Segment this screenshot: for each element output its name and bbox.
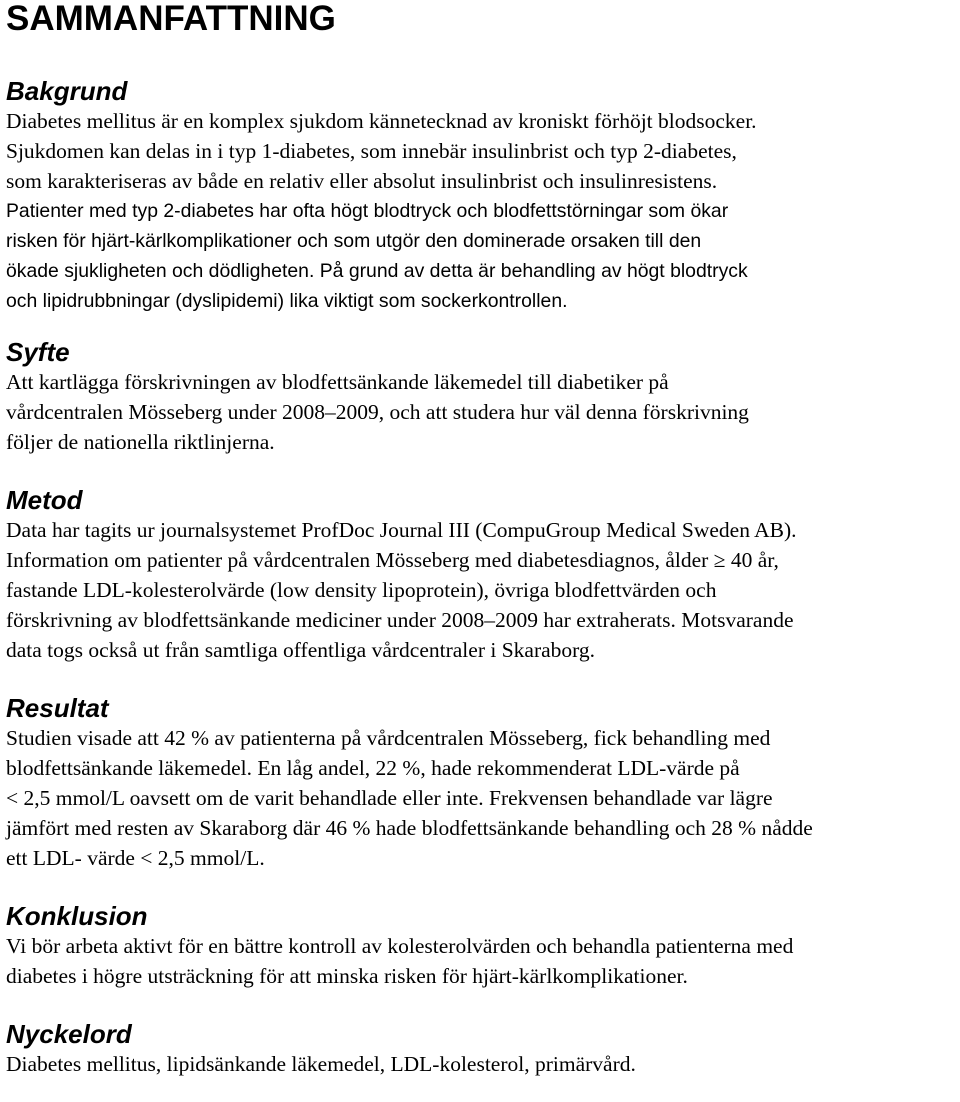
- body-line: som karakteriseras av både en relativ eller absolut insulinbrist och insulinresistens.: [6, 169, 718, 193]
- body-line: Att kartlägga förskrivningen av blodfettsänkande läkemedel till diabetiker på: [6, 370, 669, 394]
- body-line: data togs också ut från samtliga offentliga vårdcentraler i Skaraborg.: [6, 638, 596, 662]
- body-line: Studien visade att 42 % av patienterna på vårdcentralen Mösseberg, fick behandling med: [6, 726, 771, 750]
- section-body-nyckelord: [6, 1049, 958, 1079]
- body-line: Information om patienter på vårdcentralen Mösseberg med diabetesdiagnos, ålder ≥ 40 år,: [6, 548, 779, 572]
- section-heading-bakgrund: Bakgrund: [6, 76, 128, 106]
- section-heading-metod: Metod: [6, 485, 83, 515]
- section-heading-nyckelord: Nyckelord: [6, 1019, 132, 1049]
- document-title: SAMMANFATTNING: [6, 0, 336, 38]
- body-line: risken för hjärt-kärlkomplikationer och som utgör den dominerade orsaken till den: [6, 230, 702, 252]
- body-line: Vi bör arbeta aktivt för en bättre kontroll av kolesterolvärden och behandla patienterna med: [6, 934, 794, 958]
- body-line: blodfettsänkande läkemedel. En låg andel, 22 %, hade rekommenderat LDL-värde på: [6, 756, 740, 780]
- section-body-bakgrund: [6, 106, 958, 316]
- section-body-metod: [6, 515, 958, 665]
- body-line: förskrivning av blodfettsänkande mediciner under 2008–2009 har extraherats. Motsvarande: [6, 608, 794, 632]
- section-body-syfte: [6, 367, 958, 457]
- body-line: vårdcentralen Mösseberg under 2008–2009, och att studera hur väl denna förskrivning: [6, 400, 749, 424]
- body-line: Sjukdomen kan delas in i typ 1-diabetes, som innebär insulinbrist och typ 2-diabetes,: [6, 139, 737, 163]
- section-body-konklusion: [6, 931, 958, 991]
- section-syfte: [6, 337, 958, 457]
- body-line: ett LDL- värde < 2,5 mmol/L.: [6, 846, 265, 870]
- body-line: jämfört med resten av Skaraborg där 46 % hade blodfettsänkande behandling och 28 % nådde: [6, 816, 813, 840]
- section-resultat: [6, 693, 958, 873]
- section-bakgrund: [6, 76, 958, 316]
- body-line: Data har tagits ur journalsystemet ProfDoc Journal III (CompuGroup Medical Sweden AB).: [6, 518, 797, 542]
- section-heading-konklusion: Konklusion: [6, 901, 148, 931]
- section-konklusion: [6, 901, 958, 991]
- body-line: diabetes i högre utsträckning för att minska risken för hjärt-kärlkomplikationer.: [6, 964, 688, 988]
- body-line: och lipidrubbningar (dyslipidemi) lika viktigt som sockerkontrollen.: [6, 290, 568, 312]
- body-line: Diabetes mellitus är en komplex sjukdom kännetecknad av kroniskt förhöjt blodsocker.: [6, 109, 757, 133]
- section-body-resultat: [6, 723, 958, 873]
- section-heading-syfte: Syfte: [6, 337, 70, 367]
- body-line: följer de nationella riktlinjerna.: [6, 430, 275, 454]
- body-line: ökade sjukligheten och dödligheten. På grund av detta är behandling av högt blodtryck: [6, 260, 748, 282]
- body-line: Patienter med typ 2-diabetes har ofta högt blodtryck och blodfettstörningar som ökar: [6, 200, 729, 222]
- body-line: Diabetes mellitus, lipidsänkande läkemedel, LDL-kolesterol, primärvård.: [6, 1052, 636, 1076]
- section-metod: [6, 485, 958, 665]
- body-line: fastande LDL-kolesterolvärde (low density lipoprotein), övriga blodfettvärden och: [6, 578, 717, 602]
- section-nyckelord: [6, 1019, 958, 1079]
- section-heading-resultat: Resultat: [6, 693, 109, 723]
- body-line: < 2,5 mmol/L oavsett om de varit behandlade eller inte. Frekvensen behandlade var lägre: [6, 786, 773, 810]
